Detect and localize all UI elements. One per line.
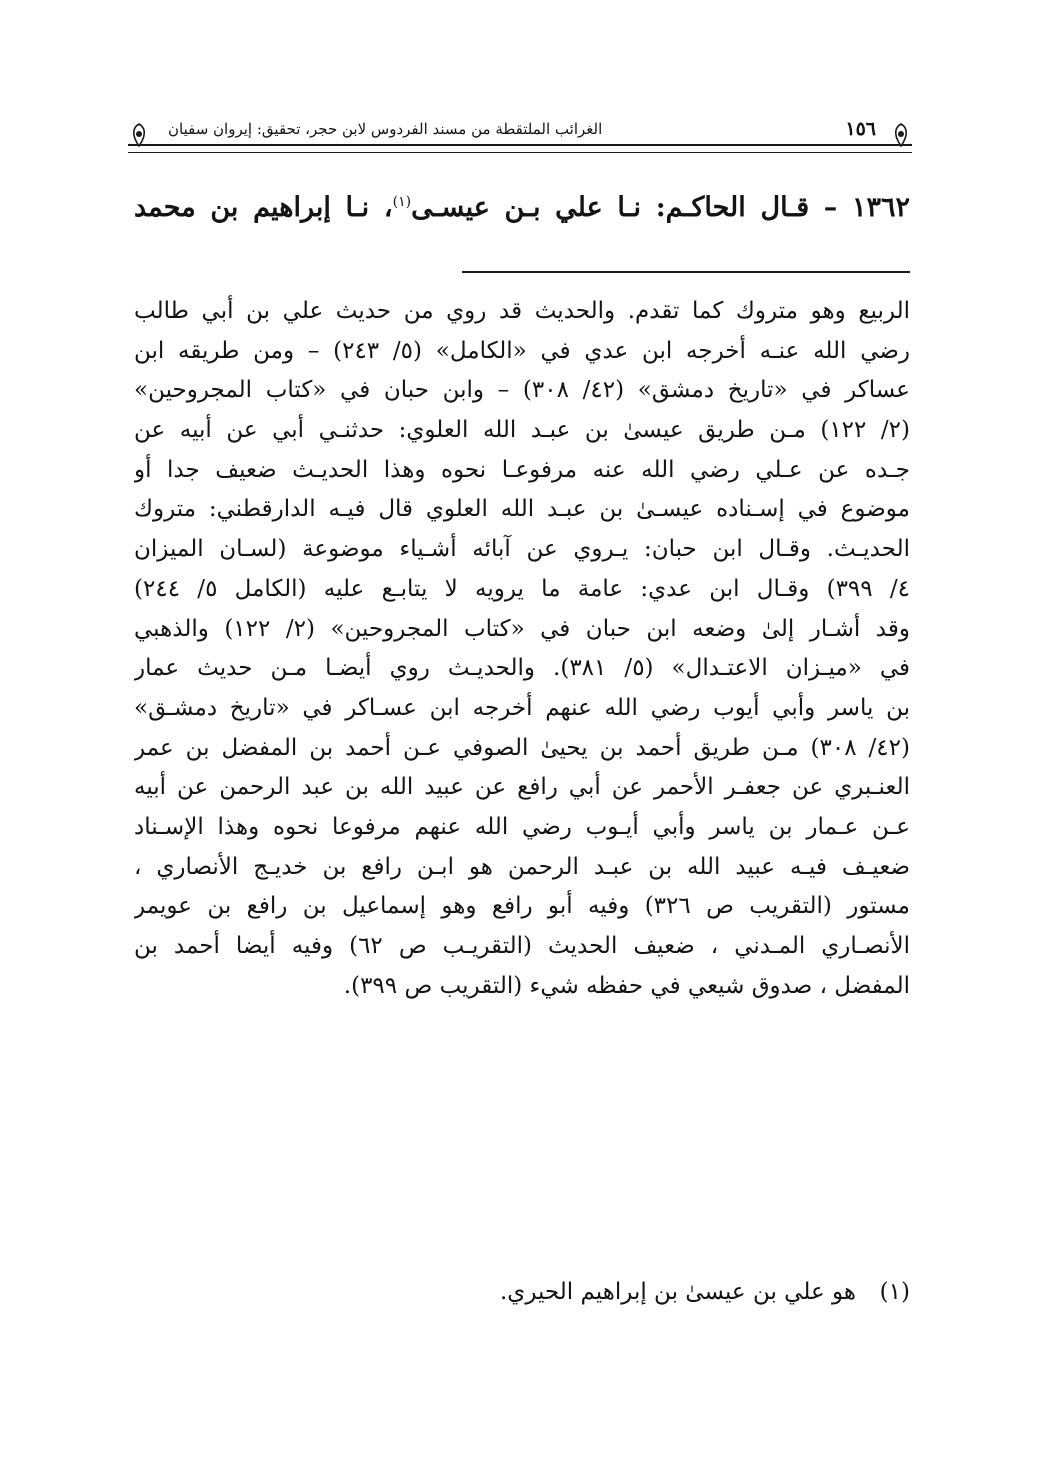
- commentary-line: عـن عـمار بن ياسر وأبي أيـوب رضي الله عنهم مرفوعا نحوه وهذا الإسـناد: [134, 813, 910, 840]
- footnote-number: (١): [879, 1279, 910, 1305]
- separator-line: [462, 271, 910, 273]
- commentary-line: الربيع وهو متروك كما تقدم. والحديث قد روي من حديث علي بن أبي طالب: [134, 298, 910, 324]
- footnote-reference: (١): [392, 194, 412, 210]
- commentary-line: بن ياسر وأبي أيوب رضي الله عنهم أخرجه ابن عسـاكر في «تاريخ دمشـق»: [134, 694, 910, 721]
- commentary-line: المفضل ، صدوق شيعي في حفظه شيء (التقريب ص ٣٩٩).: [343, 972, 910, 999]
- header-rule: [128, 144, 912, 153]
- commentary-line: العنـبري عن جعفـر الأحمر عن أبي رافع عن عبيد الله بن عبد الرحمن عن أبيه: [134, 774, 910, 801]
- commentary-line: مستور (التقريب ص ٣٢٦) وفيه أبو رافع وهو إسماعيل بن رافع بن عويمر: [134, 893, 910, 920]
- commentary-line: ٤/ ٣٩٩) وقـال ابن عدي: عامة ما يرويه لا يتابـع عليه (الكامل ٥/ ٢٤٤): [134, 575, 910, 602]
- hadith-text-part2: ، نـا إبراهيم بن محمد: [134, 192, 393, 223]
- commentary-text: [134, 292, 910, 1006]
- page-number: ١٥٦: [839, 118, 882, 140]
- commentary-line: الأنصـاري المـدني ، ضعيف الحديث (التقريـب ص ٦٢) وفيه أيضا أحمد بن: [134, 933, 910, 959]
- footnote: [134, 1272, 910, 1312]
- commentary-line: الحديـث. وقـال ابن حبان: يـروي عن آبائه أشـياء موضوعة (لسـان الميزان: [134, 536, 910, 563]
- hadith-number: ١٣٦٢: [851, 192, 910, 223]
- commentary-line: في «ميـزان الاعتـدال» (٥/ ٣٨١). والحديـث روي أيضـا مـن حديث عمار: [134, 655, 910, 682]
- commentary-line: موضوع في إسـناده عيسـىٰ بن عبـد الله العلوي قال فيـه الدارقطني: متروك: [134, 496, 910, 523]
- commentary-line: رضي الله عنـه أخرجه ابن عدي في «الكامل» (٥/ ٢٤٣) – ومن طريقه ابن: [134, 337, 910, 364]
- running-title: الغرائب الملتقطة من مسند الفردوس لابن حجر، تحقيق: إيروان سفيان: [162, 120, 608, 138]
- footnote-text: هو علي بن عيسىٰ بن إبراهيم الحيري.: [500, 1279, 856, 1305]
- commentary-line: ضعيـف فيـه عبيد الله بن عبـد الرحمن هو ابـن رافع بن خديـج الأنصاري ،: [134, 853, 910, 880]
- commentary-line: عساكر في «تاريخ دمشق» (٤٢/ ٣٠٨) – وابن حبان في «كتاب المجروحين»: [134, 377, 910, 404]
- ornament-icon: [890, 122, 912, 148]
- commentary-line: (٢/ ١٢٢) مـن طريق عيسىٰ بن عبـد الله العلوي: حدثنـي أبي عن أبيه عن: [134, 417, 910, 444]
- hadith-heading: [134, 178, 910, 232]
- ornament-icon: [128, 122, 150, 148]
- commentary-line: (٤٢/ ٣٠٨) مـن طريق أحمد بن يحيىٰ الصوفي عـن أحمد بن المفضل بن عمر: [134, 734, 910, 761]
- commentary-line: جـده عن عـلي رضي الله عنه مرفوعـا نحوه وهذا الحديـث ضعيف جدا أو: [134, 456, 910, 483]
- hadith-text-part1: – قـال الحاكـم: نـا علي بـن عيسـى: [411, 192, 852, 223]
- commentary-line: وقد أشـار إلىٰ وضعه ابن حبان في «كتاب المجروحين» (٢/ ١٢٢) والذهبي: [134, 615, 910, 642]
- page-header: [128, 118, 912, 152]
